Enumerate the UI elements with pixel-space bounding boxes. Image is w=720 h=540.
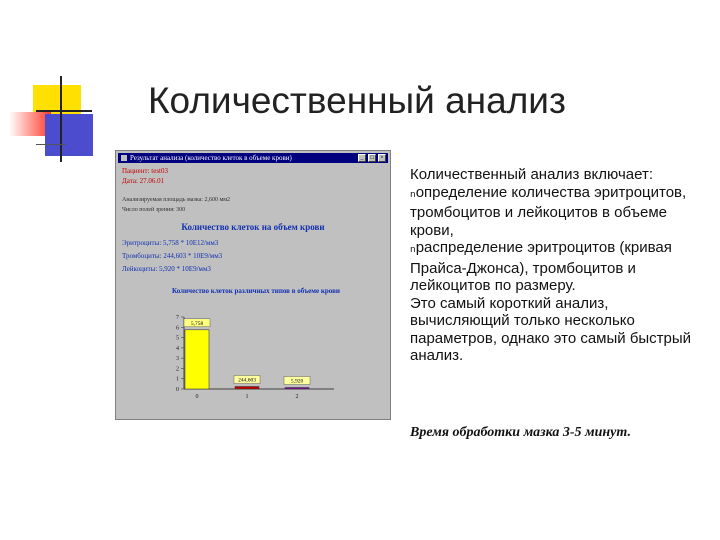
body-text: распределение эритроцитов (кривая Прайса-Джонса), тромбоцитов и лейкоцитов по размеру. — [410, 239, 672, 294]
bullet-square-icon: n — [410, 245, 416, 255]
cell-count-chart — [166, 309, 346, 401]
chart-x-tick-label: 0 — [195, 394, 199, 400]
chart-bar — [185, 330, 209, 389]
decor-horizontal-line — [36, 110, 92, 112]
chart-y-tick-label: 1 — [176, 376, 179, 383]
chart-y-tick-label: 3 — [176, 356, 179, 363]
close-button[interactable]: × — [378, 154, 386, 162]
app-icon — [121, 155, 127, 161]
bullet-item — [410, 184, 695, 240]
window-titlebar[interactable] — [118, 153, 388, 163]
chart-x-tick-label: 1 — [245, 394, 249, 400]
chart-y-tick-label: 0 — [176, 387, 179, 393]
decor-blue-square — [45, 114, 93, 156]
result-leukocytes: Лейкоциты: 5,920 * 10E9/мм3 — [122, 265, 211, 273]
date-label: Дата: 27.06.01 — [122, 177, 165, 185]
bullet-item — [410, 239, 695, 295]
analyzed-area-label: Анализируемая площадь мазка: 2,600 мм2 — [122, 197, 231, 203]
decor-vertical-line — [60, 76, 62, 162]
window-title: Результат анализа (количество клеток в объеме крови) — [130, 154, 292, 162]
result-thrombocytes: Тромбоциты: 244,603 * 10E9/мм3 — [122, 252, 223, 260]
results-heading: Количество клеток на объем крови — [181, 222, 325, 232]
chart-title: Количество клеток различных типов в объеме крови — [172, 287, 340, 295]
chart-bar — [235, 386, 259, 389]
chart-data-label: 5,758 — [190, 320, 204, 327]
chart-y-tick-label: 5 — [176, 335, 179, 342]
body-paragraph — [410, 295, 695, 365]
analysis-result-window — [115, 150, 391, 420]
body-paragraph — [410, 166, 695, 184]
fields-count-label: Число полей зрения: 300 — [122, 207, 186, 213]
chart-y-tick-label: 2 — [176, 366, 179, 373]
body-text: Это самый короткий анализ, вычисляющий только несколько параметров, однако это самый быстрый анализ. — [410, 294, 692, 364]
decor-horizontal-line-short — [36, 144, 66, 145]
patient-label: Пациент: test03 — [122, 167, 168, 175]
slide-footnote: Время обработки мазка 3-5 минут. — [410, 425, 631, 440]
chart-y-tick-label: 4 — [176, 345, 179, 352]
slide-title: Количественный анализ — [148, 80, 566, 121]
minimize-button[interactable]: _ — [358, 154, 366, 162]
chart-bar — [285, 388, 309, 390]
maximize-button[interactable]: □ — [368, 154, 376, 162]
chart-data-label: 244,603 — [238, 377, 256, 384]
chart-y-tick-label: 7 — [176, 315, 179, 321]
bullet-square-icon: n — [410, 189, 416, 200]
body-text: Количественный анализ включает: — [410, 166, 654, 183]
chart-data-label: 5,920 — [290, 378, 304, 385]
result-erythrocytes: Эритроциты: 5,758 * 10E12/мм3 — [122, 239, 219, 247]
body-text: определение количества эритроцитов, тромбоцитов и лейкоцитов в объеме крови, — [410, 183, 687, 239]
chart-y-tick-label: 6 — [176, 325, 179, 332]
slide-body — [410, 166, 695, 365]
chart-x-tick-label: 2 — [295, 394, 299, 400]
